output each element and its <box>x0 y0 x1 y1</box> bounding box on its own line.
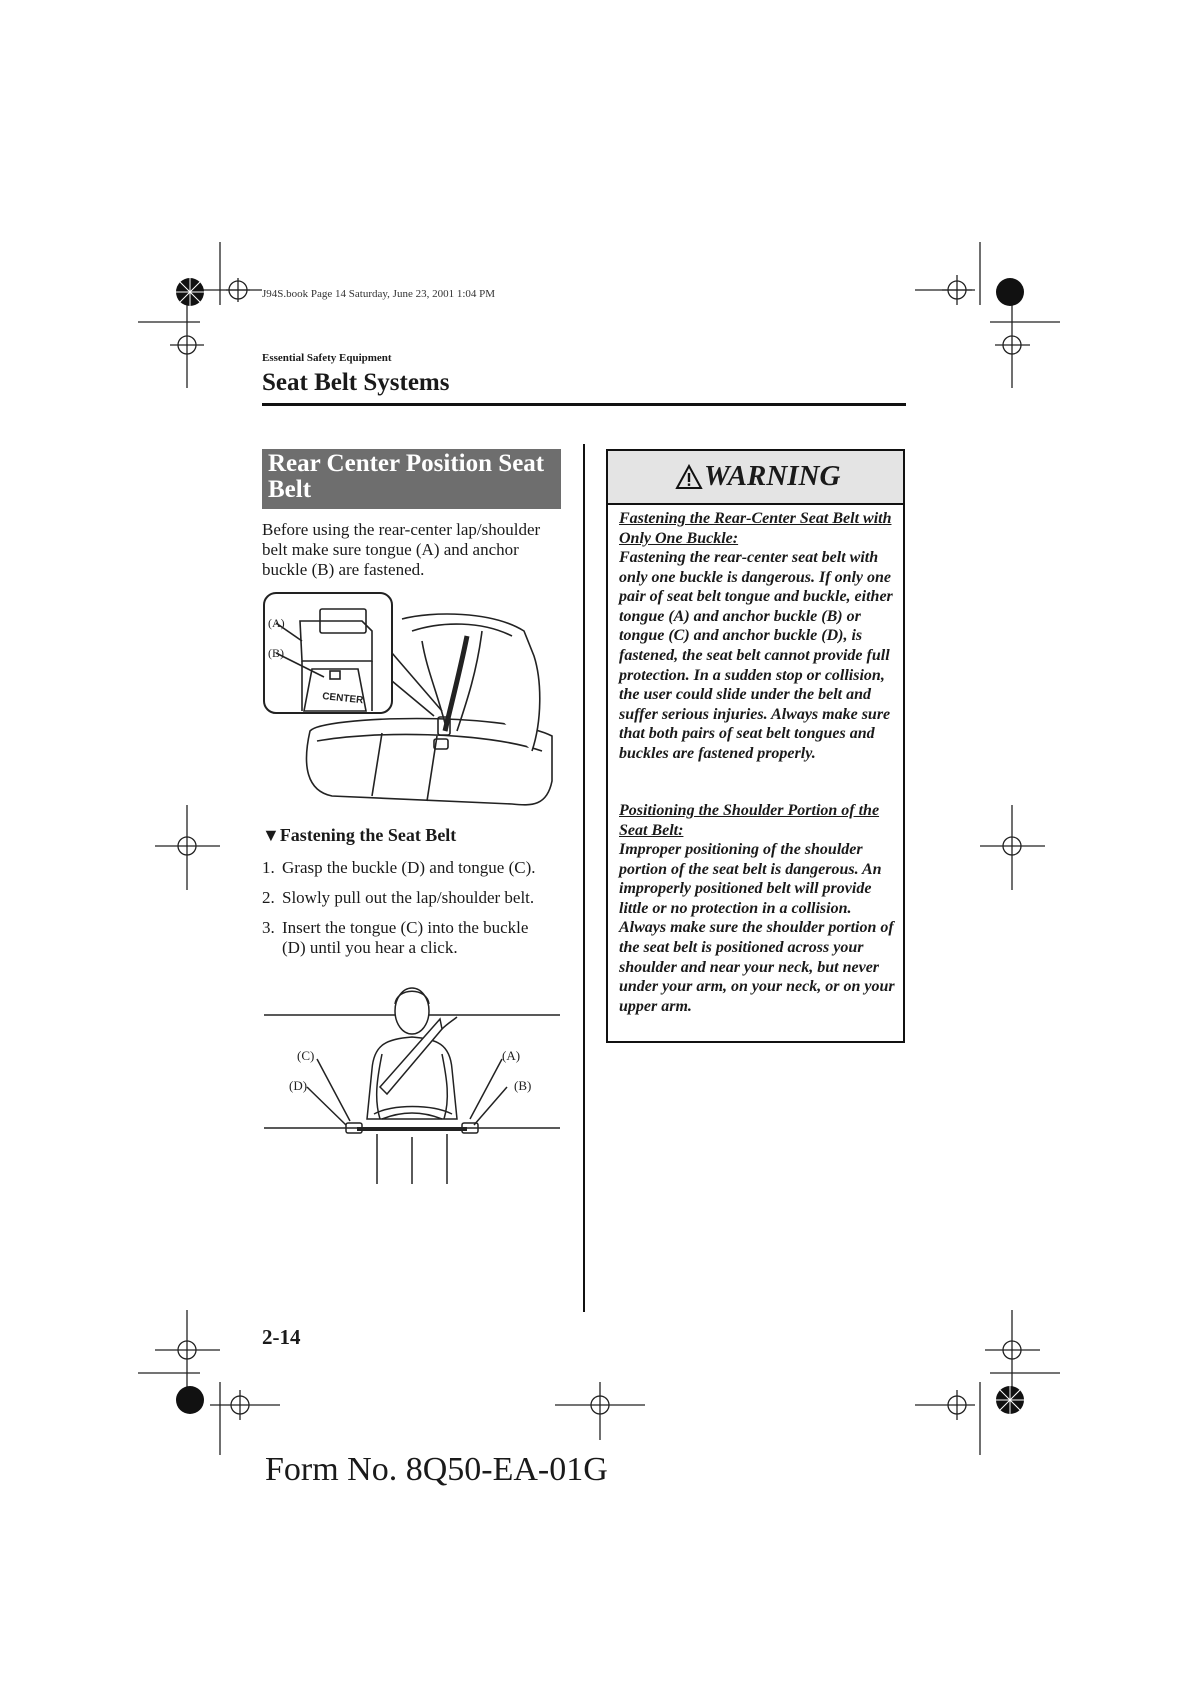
rear-center-heading-line1: Rear Center Position Seat <box>268 450 545 477</box>
page-title: Seat Belt Systems <box>262 369 450 396</box>
rear-center-heading-line2: Belt <box>268 476 312 503</box>
warning-body-1: Fastening the rear-center seat belt with only one buckle is dangerous. If only one pair of seat belt tongue and buckle, either tongue (A) and anchor buckle (B) or tongue (C) and anchor buckle (D), is fastened, the seat belt cannot provide full protection. In a sudden stop or collision, the user could slide under the belt and suffer serious injuries. Always make sure that both pairs of seat belt tongues and buckles are fastened properly. <box>619 549 893 762</box>
warning-body-2: Improper positioning of the shoulder portion of the seat belt is dangerous. An improperly positioned belt will provide little or no protection in a collision. Always make sure the shoulder portion of the seat belt is positioned across your shoulder and near your neck, but never under your arm, on your neck, or on your upper arm. <box>619 841 895 1015</box>
warning-header: WARNING <box>608 451 903 505</box>
step-text-continued: (D) until you hear a click. <box>282 938 458 957</box>
warning-subtitle-1: Fastening the Rear-Center Seat Belt with Only One Buckle: <box>619 510 892 547</box>
intro-paragraph: Before using the rear-center lap/shoulder belt make sure tongue (A) and anchor buckle (B) are fastened. <box>262 520 541 579</box>
fastening-heading: ▼Fastening the Seat Belt <box>262 825 457 845</box>
person-label-c: (C) <box>297 1048 315 1063</box>
step-text: Insert the tongue (C) into the buckle <box>282 918 529 937</box>
step-text: Slowly pull out the lap/shoulder belt. <box>282 888 535 907</box>
title-rule <box>262 403 906 406</box>
warning-triangle-icon <box>675 464 703 490</box>
step-number: 2. <box>262 888 275 907</box>
seat-label-b: (B) <box>268 646 284 660</box>
buckle-center-text: CENTER <box>321 691 364 707</box>
warning-box <box>606 449 905 1043</box>
step-text: Grasp the buckle (D) and tongue (C). <box>282 858 536 877</box>
rear-center-heading <box>262 449 561 509</box>
column-divider <box>583 444 585 1312</box>
form-number: Form No. 8Q50-EA-01G <box>265 1451 608 1488</box>
step-3 <box>262 918 562 958</box>
page-number: 2-14 <box>262 1325 301 1349</box>
seat-label-a: (A) <box>268 616 285 630</box>
person-label-d: (D) <box>289 1078 308 1093</box>
warning-subtitle-2: Positioning the Shoulder Portion of the Seat Belt: <box>619 802 880 839</box>
step-2 <box>262 888 562 908</box>
step-1 <box>262 858 562 878</box>
rear-seat-illustration <box>262 591 562 813</box>
person-label-b: (B) <box>514 1078 532 1093</box>
seated-person-illustration <box>262 979 562 1189</box>
step-number: 3. <box>262 918 275 937</box>
section-label: Essential Safety Equipment <box>262 352 392 364</box>
print-header-note: J94S.book Page 14 Saturday, June 23, 2001 1:04 PM <box>262 288 496 300</box>
step-number: 1. <box>262 858 275 877</box>
person-label-a: (A) <box>502 1048 521 1063</box>
